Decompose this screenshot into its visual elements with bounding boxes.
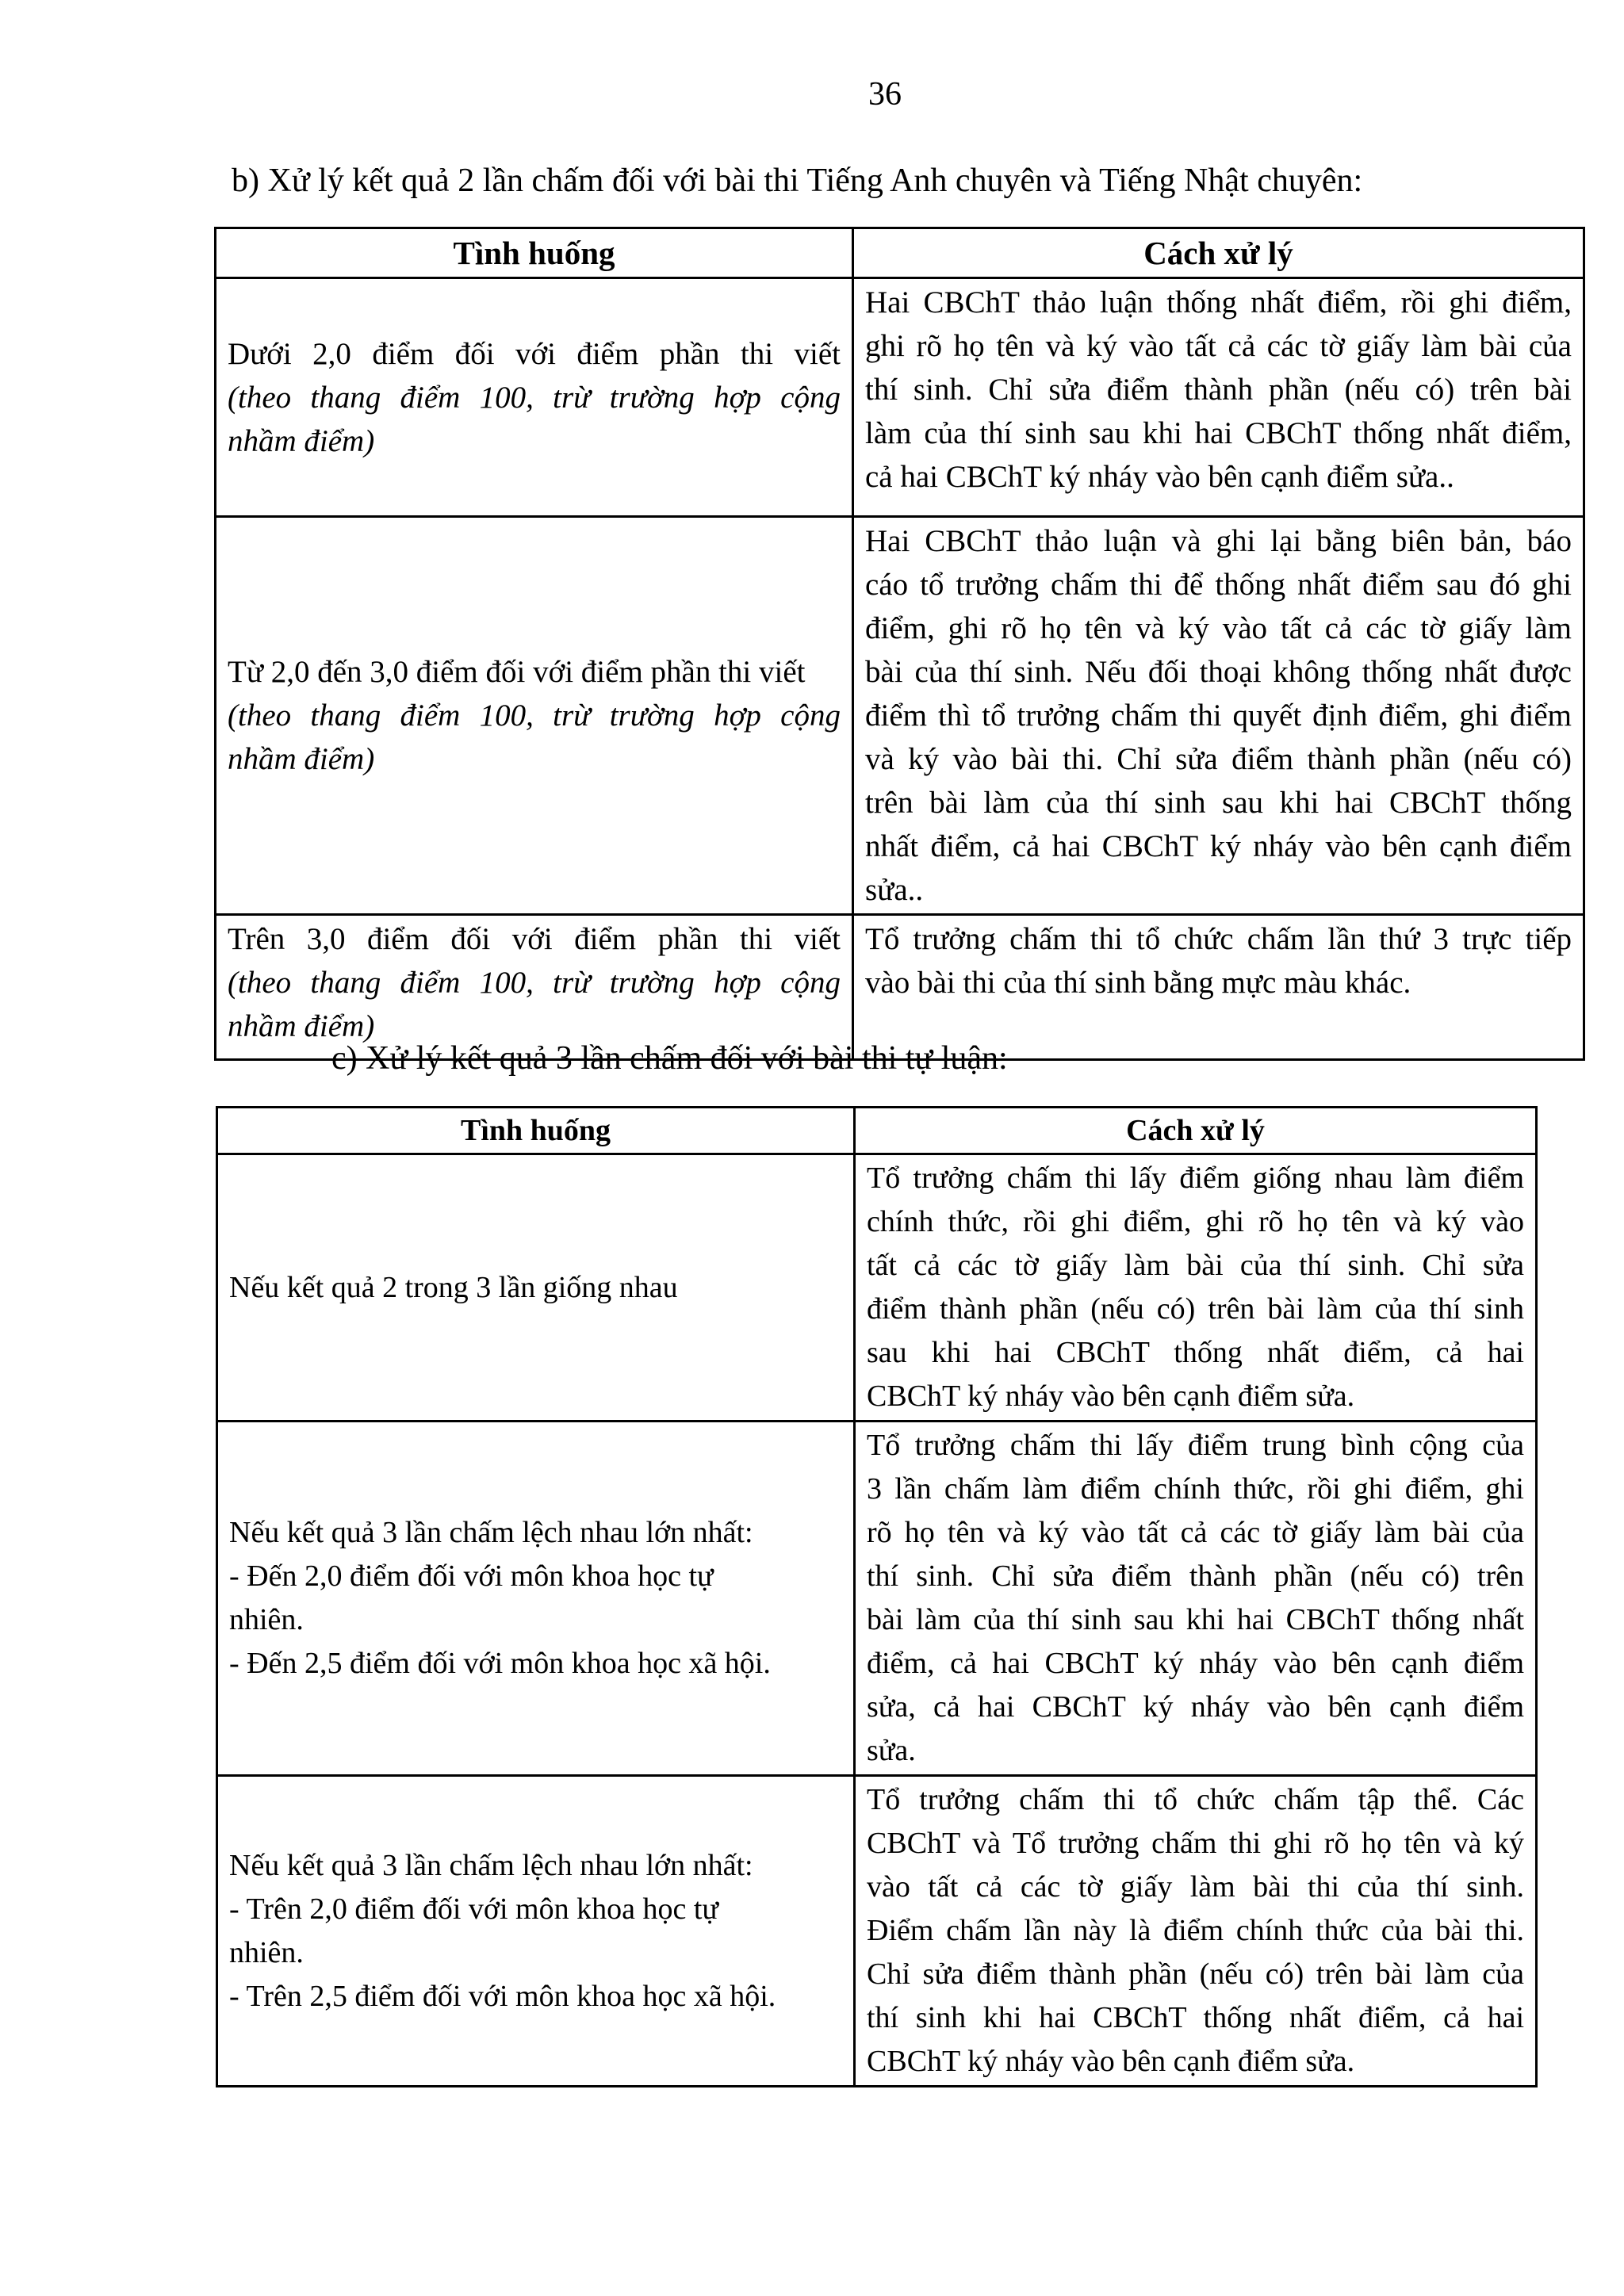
handling-line: CBChT ký nháy vào bên cạnh điểm sửa. <box>867 1380 1355 1413</box>
handling-line: bài làm của thí sinh sau khi hai CBChT thống nhất <box>867 1603 1524 1636</box>
header-situation: Tình huống <box>216 228 853 278</box>
table-b <box>214 227 1585 1061</box>
header-handling: Cách xử lý <box>853 228 1584 278</box>
situation-line: - Trên 2,5 điểm đối với môn khoa học xã hội. <box>229 1979 776 2013</box>
table-row <box>216 278 1584 517</box>
handling-line: điểm, ghi rõ họ tên và ký vào tất cả các tờ giấy làm <box>865 611 1572 645</box>
handling-line: điểm thành phần (nếu có) trên bài làm của thí sinh <box>867 1292 1524 1326</box>
table-header-row <box>217 1108 1537 1154</box>
handling-line: CBChT và Tổ trưởng chấm thi ghi rõ họ tên và ký <box>867 1827 1524 1860</box>
handling-line: Tổ trưởng chấm thi lấy điểm giống nhau làm điểm <box>867 1161 1524 1195</box>
handling-line: CBChT ký nháy vào bên cạnh điểm sửa. <box>867 2045 1355 2078</box>
table-c <box>216 1106 1538 2087</box>
page-number: 36 <box>868 76 902 113</box>
situation-cell <box>216 517 853 915</box>
handling-line: sau khi hai CBChT thống nhất điểm, cả hai <box>867 1336 1524 1369</box>
handling-line: vào bài thi của thí sinh bằng mực màu khác. <box>865 966 1411 1000</box>
handling-cell <box>853 517 1584 915</box>
handling-cell <box>853 278 1584 517</box>
handling-line: cả hai CBChT ký nháy vào bên cạnh điểm sửa.. <box>865 460 1454 494</box>
handling-line: rõ họ tên và ký vào tất cả các tờ giấy làm bài của <box>867 1516 1524 1549</box>
table-row <box>217 1154 1537 1422</box>
handling-line: thí sinh. Chỉ sửa điểm thành phần (nếu có) trên bài <box>865 373 1572 407</box>
handling-line: thí sinh khi hai CBChT thống nhất điểm, cả hai <box>867 2001 1524 2034</box>
situation-line: nhiên. <box>229 1935 304 1969</box>
handling-line: chính thức, rồi ghi điểm, ghi rõ họ tên và ký vào <box>867 1205 1524 1238</box>
handling-line: bài của thí sinh. Nếu đối thoại không thống nhất được <box>865 655 1572 689</box>
handling-line: Chỉ sửa điểm thành phần (nếu có) trên bài làm của <box>867 1957 1524 1991</box>
handling-cell <box>855 1154 1537 1422</box>
situation-line: Từ 2,0 đến 3,0 điểm đối với điểm phần thi viết <box>228 655 806 689</box>
handling-line: Tổ trưởng chấm thi tổ chức chấm lần thứ 3 trực tiếp <box>865 922 1572 956</box>
handling-line: Hai CBChT thảo luận thống nhất điểm, rồi ghi điểm, <box>865 285 1572 320</box>
situation-line: Trên 3,0 điểm đối với điểm phần thi viết <box>228 922 841 956</box>
situation-line: - Đến 2,5 điểm đối với môn khoa học xã hội. <box>229 1647 771 1680</box>
handling-line: và ký vào bài thi. Chỉ sửa điểm thành phần (nếu có) <box>865 742 1572 776</box>
situation-line: - Đến 2,0 điểm đối với môn khoa học tự <box>229 1559 714 1593</box>
handling-line: thí sinh. Chỉ sửa điểm thành phần (nếu có) trên <box>867 1559 1524 1593</box>
handling-line: ghi rõ họ tên và ký vào tất cả các tờ giấy làm bài của <box>865 329 1572 363</box>
handling-line: điểm, cả hai CBChT ký nháy vào bên cạnh điểm <box>867 1647 1524 1680</box>
situation-note-line: (theo thang điểm 100, trừ trường hợp cộng <box>228 698 841 733</box>
situation-cell <box>217 1776 855 2087</box>
table-row <box>217 1422 1537 1776</box>
handling-line: nhất điểm, cả hai CBChT ký nháy vào bên cạnh điểm <box>865 829 1572 863</box>
table-header-row <box>216 228 1584 278</box>
handling-line: Tổ trưởng chấm thi lấy điểm trung bình cộng của <box>867 1429 1524 1462</box>
situation-line: Nếu kết quả 3 lần chấm lệch nhau lớn nhất: <box>229 1516 753 1549</box>
table-row <box>217 1776 1537 2087</box>
situation-note-line: (theo thang điểm 100, trừ trường hợp cộng <box>228 380 841 415</box>
handling-line: sửa.. <box>865 873 924 907</box>
header-handling: Cách xử lý <box>855 1108 1537 1154</box>
situation-cell <box>217 1154 855 1422</box>
handling-line: Hai CBChT thảo luận và ghi lại bằng biên bản, báo <box>865 524 1572 558</box>
handling-line: Điểm chấm lần này là điểm chính thức của bài thi. <box>867 1914 1524 1947</box>
handling-line: cáo tổ trưởng chấm thi để thống nhất điểm sau đó ghi <box>865 568 1572 602</box>
situation-line: Dưới 2,0 điểm đối với điểm phần thi viết <box>228 336 841 371</box>
handling-cell <box>855 1422 1537 1776</box>
situation-cell <box>217 1422 855 1776</box>
handling-line: làm của thí sinh sau khi hai CBChT thống nhất điểm, <box>865 416 1572 450</box>
handling-line: trên bài làm của thí sinh sau khi hai CBChT thống <box>865 786 1572 820</box>
handling-line: sửa, cả hai CBChT ký nháy vào bên cạnh điểm <box>867 1690 1524 1724</box>
handling-line: sửa. <box>867 1734 916 1767</box>
situation-line: Nếu kết quả 3 lần chấm lệch nhau lớn nhất: <box>229 1848 753 1882</box>
handling-line: vào tất cả các tờ giấy làm bài thi của thí sinh. <box>867 1870 1524 1904</box>
handling-line: Tổ trưởng chấm thi tổ chức chấm tập thể. Các <box>867 1783 1524 1816</box>
situation-note-line: nhầm điểm) <box>228 423 375 458</box>
situation-note-line: nhầm điểm) <box>228 742 375 776</box>
handling-line: điểm thì tổ trưởng chấm thi quyết định điểm, ghi điểm <box>865 698 1572 733</box>
situation-line: nhiên. <box>229 1603 304 1636</box>
situation-line: Nếu kết quả 2 trong 3 lần giống nhau <box>229 1270 678 1304</box>
header-situation: Tình huống <box>217 1108 855 1154</box>
situation-cell <box>216 278 853 517</box>
situation-line: - Trên 2,0 điểm đối với môn khoa học tự <box>229 1892 718 1926</box>
handling-cell <box>855 1776 1537 2087</box>
handling-line: tất cả các tờ giấy làm bài của thí sinh. Chỉ sửa <box>867 1249 1524 1282</box>
handling-line: 3 lần chấm làm điểm chính thức, rồi ghi điểm, ghi <box>867 1472 1524 1506</box>
table-row <box>216 517 1584 915</box>
section-c-heading: c) Xử lý kết quả 3 lần chấm đối với bài thi tự luận: <box>331 1040 1008 1077</box>
situation-note-line: (theo thang điểm 100, trừ trường hợp cộng <box>228 966 841 1000</box>
situation-note-line: nhầm điểm) <box>228 1009 375 1043</box>
section-b-heading: b) Xử lý kết quả 2 lần chấm đối với bài thi Tiếng Anh chuyên và Tiếng Nhật chuyên: <box>232 163 1363 199</box>
